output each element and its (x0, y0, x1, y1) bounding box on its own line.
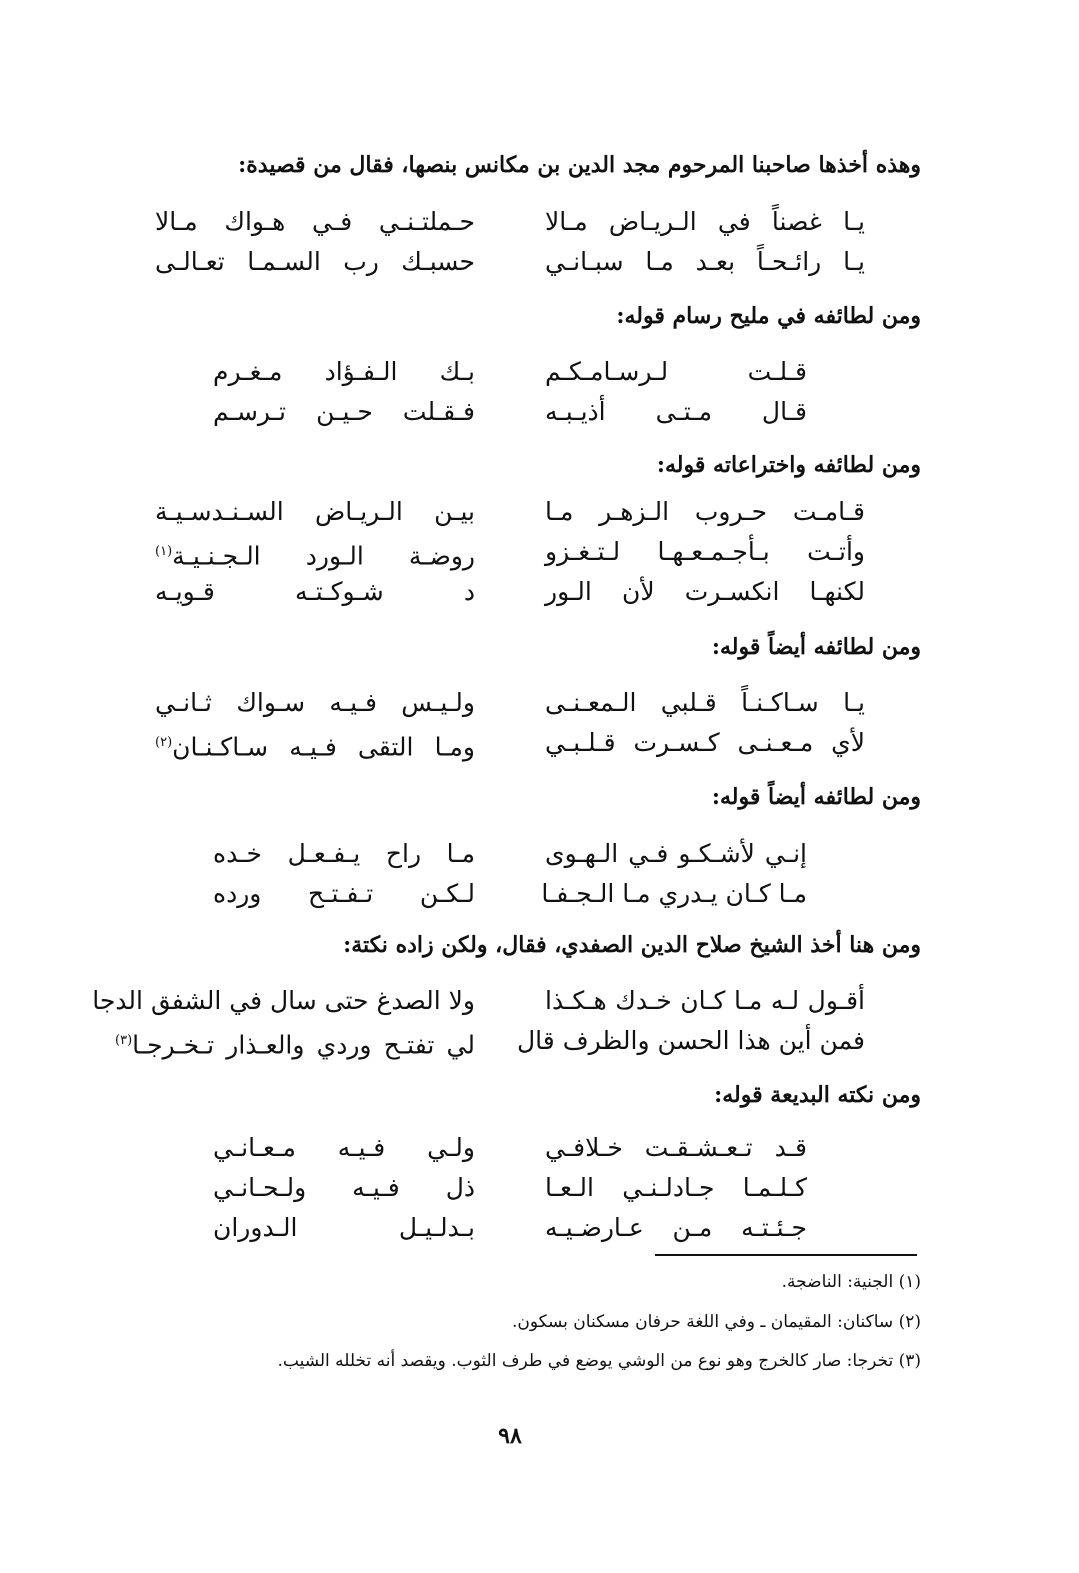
footnote-separator (655, 1254, 917, 1256)
verse-line (0, 834, 1079, 874)
verse-line (0, 1128, 1079, 1168)
verse-line (0, 683, 1079, 723)
verse-line (0, 981, 1079, 1021)
verse-second-hemistich: بـك الـفـؤاد مـغـرم (213, 357, 475, 386)
verse-text: روضـة الـورد الـجـنـيـة (172, 541, 475, 571)
verse-first-hemistich: كـلـمـا جـادلـنـي الـعـا (545, 1173, 807, 1202)
intro-paragraph: ومن هنا أخذ الشيخ صلاح الدين الصفدي، فقال، ولكن زاده نكتة: (343, 932, 921, 958)
verse-second-hemistich (155, 723, 475, 767)
verse-first-hemistich: جـئـتـه مـن عـارضـيـه (545, 1213, 807, 1242)
verse-first-hemistich: يـا سـاكـنـاً قـلبي الـمعـنـى (545, 688, 865, 717)
verse-second-hemistich (115, 1021, 475, 1065)
intro-paragraph: وهذه أخذها صاحبنا المرحوم مجد الدين بن مكانس بنصها، فقال من قصيدة: (238, 152, 921, 178)
verse-second-hemistich: ولا الصدغ حتى سال في الشفق الدجا (92, 986, 475, 1015)
verse-first-hemistich: إنـي لأشـكـو فـي الـهـوى (545, 839, 807, 868)
verse-line (0, 202, 1079, 242)
verse-second-hemistich (155, 532, 475, 576)
verse-second-hemistich: مـا راح يـفـعـل خـده (213, 839, 475, 868)
verse-first-hemistich: قـال مـتـى أذيـبـه (545, 397, 807, 426)
footnote: (١) الجنية: الناضجة. (781, 1272, 921, 1292)
verse-first-hemistich: يـا غصناً في الـريـاض مـالا (545, 207, 865, 236)
poem-1 (0, 202, 1079, 282)
poem-3 (0, 492, 1079, 612)
verse-line (0, 392, 1079, 432)
verse-second-hemistich: فـقـلت حـيـن تـرسـم (213, 397, 475, 426)
verse-second-hemistich: بـدلـيـل الـدوران (213, 1213, 475, 1242)
verse-second-hemistich: بيـن الـريـاض السـنـدسـيـة (155, 497, 475, 526)
footnote-marker: (٣) (115, 1033, 133, 1048)
verse-line (0, 1021, 1079, 1061)
verse-line (0, 532, 1079, 572)
verse-first-hemistich: يـا رائـحـاً بعـد مـا سبـانـي (545, 247, 865, 276)
intro-paragraph: ومن نكته البديعة قوله: (714, 1082, 921, 1108)
verse-line (0, 492, 1079, 532)
verse-text: ومـا التقى فـيـه سـاكـنـان (172, 732, 475, 762)
poem-6 (0, 981, 1079, 1061)
verse-second-hemistich: حسبـك رب السـمـا تعـالـى (155, 247, 475, 276)
verse-first-hemistich: مـا كـان يـدري مـا الـجـفـا (541, 879, 807, 908)
verse-first-hemistich: قـلـت لـرسـامـكـم (545, 357, 807, 386)
verse-second-hemistich: ولـي فـيـه مـعـانـي (213, 1133, 475, 1162)
footnote-marker: (٢) (155, 735, 173, 750)
verse-second-hemistich: ولـيـس فـيـه سـواك ثـانـي (155, 688, 475, 717)
verse-line (0, 352, 1079, 392)
verse-second-hemistich: حـملتـنـي فـي هـواك مـالا (155, 207, 475, 236)
verse-line (0, 572, 1079, 612)
verse-line (0, 1208, 1079, 1248)
poem-2 (0, 352, 1079, 432)
page-number: ٩٨ (498, 1423, 522, 1449)
poem-5 (0, 834, 1079, 914)
verse-second-hemistich: ذل فـيـه ولـحـانـي (213, 1173, 475, 1202)
verse-first-hemistich: فمن أين هذا الحسن والظرف قال (517, 1026, 865, 1055)
footnote-marker: (١) (155, 544, 173, 559)
verse-first-hemistich: قـد تـعـشـقـت خـلافـي (545, 1133, 807, 1162)
verse-first-hemistich: وأتـت بـأجـمـعـهـا لـتـغـزو (545, 537, 865, 566)
intro-paragraph: ومن لطائفه أيضاً قوله: (711, 634, 921, 660)
verse-first-hemistich: لأي مـعـنـى كـسـرت قـلـبـي (545, 728, 865, 757)
intro-paragraph: ومن لطائفه في مليح رسام قوله: (616, 303, 921, 329)
verse-second-hemistich: لـكـن تـفـتـح ورده (213, 879, 475, 908)
verse-line (0, 723, 1079, 763)
poem-7 (0, 1128, 1079, 1248)
verse-second-hemistich: د شـوكـتـه قـويـه (155, 577, 475, 606)
intro-paragraph: ومن لطائفه واختراعاته قوله: (656, 452, 921, 478)
verse-first-hemistich: أقـول لـه مـا كـان خـدك هـكـذا (545, 986, 865, 1015)
verse-line (0, 1168, 1079, 1208)
footnote: (٢) ساكنان: المقيمان ـ وفي اللغة حرفان مسكنان بسكون. (511, 1312, 921, 1332)
footnote: (٣) تخرجا: صار كالخرج وهو نوع من الوشي يوضع في طرف الثوب. ويقصد أنه تخلله الشيب. (277, 1351, 921, 1371)
verse-first-hemistich: لكنهـا انكسـرت لأن الـور (545, 577, 865, 606)
verse-text: لي تفتـح وردي والعـذار تـخـرجـا (132, 1030, 475, 1060)
intro-paragraph: ومن لطائفه أيضاً قوله: (711, 784, 921, 810)
verse-line (0, 242, 1079, 282)
poem-4 (0, 683, 1079, 763)
verse-line (0, 874, 1079, 914)
verse-first-hemistich: قـامـت حـروب الـزهـر مـا (545, 497, 865, 526)
